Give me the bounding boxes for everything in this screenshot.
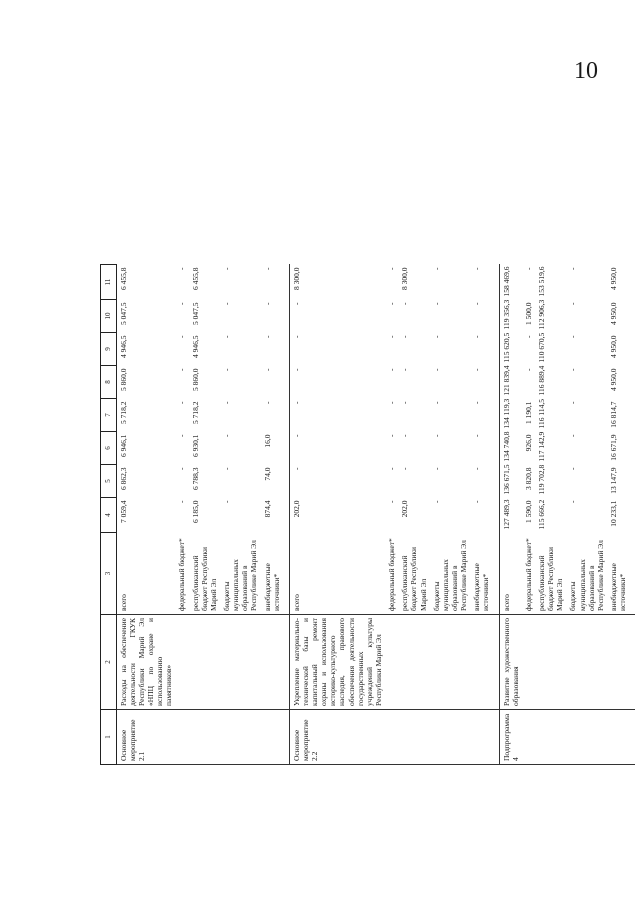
- table-row: [430, 265, 471, 765]
- item-name: [261, 615, 290, 710]
- column-number: 2: [101, 615, 117, 710]
- item-code: Подпрограмма 4: [499, 710, 522, 765]
- item-name: [220, 615, 261, 710]
- column-number: 3: [101, 533, 117, 615]
- value-col-7: -: [221, 401, 231, 404]
- column-number: 5: [101, 465, 117, 498]
- value-col-8: -: [568, 368, 578, 371]
- table-row: [289, 265, 385, 765]
- value-col-5: 136 671,5: [499, 465, 522, 498]
- value-col-11: 4 950,0: [609, 267, 618, 290]
- funding-source: всего: [499, 533, 522, 615]
- funding-source: федеральный бюджет*: [387, 538, 397, 611]
- table-row: [499, 265, 522, 765]
- table-row: [116, 265, 175, 765]
- value-col-8: -: [523, 368, 533, 371]
- value-col-10: -: [289, 300, 385, 333]
- value-col-7: -: [387, 401, 397, 404]
- funding-source: бюджеты муниципальных образований в Республике Марий Эл: [221, 540, 259, 611]
- value-col-9: -: [221, 335, 231, 338]
- value-col-5: -: [472, 467, 482, 470]
- value-col-10: 5 047,5: [190, 302, 200, 325]
- value-col-10: -: [221, 302, 231, 305]
- value-col-11: 153 519,6: [537, 266, 547, 297]
- column-number: 6: [101, 432, 117, 465]
- value-col-10: 5 047,5: [116, 300, 175, 333]
- value-col-8: 4 950,0: [609, 368, 618, 391]
- value-col-6: -: [221, 434, 231, 437]
- value-col-5: 13 147,9: [609, 467, 618, 494]
- value-col-8: -: [177, 368, 187, 371]
- value-col-8: -: [289, 366, 385, 399]
- column-number: 7: [101, 399, 117, 432]
- table-row: [220, 265, 261, 765]
- value-col-4: 7 059,4: [116, 498, 175, 533]
- value-col-8: 121 839,4: [499, 366, 522, 399]
- value-col-4: -: [472, 500, 482, 503]
- value-col-6: 926,0: [523, 434, 533, 452]
- value-col-10: -: [387, 302, 397, 305]
- item-name: [607, 615, 635, 710]
- table-row: [175, 265, 188, 765]
- value-col-7: 5 718,2: [116, 399, 175, 432]
- value-col-4: -: [177, 500, 187, 503]
- value-col-11: -: [431, 267, 441, 270]
- funding-source: всего: [289, 533, 385, 615]
- value-col-5: -: [400, 467, 410, 470]
- value-col-4: 874,4: [262, 500, 272, 518]
- value-col-5: -: [177, 467, 187, 470]
- table-row: [189, 265, 220, 765]
- value-col-10: 4 950,0: [609, 302, 618, 325]
- item-name: [175, 615, 188, 710]
- value-col-5: -: [568, 467, 578, 470]
- value-col-11: 8 300,0: [400, 267, 410, 290]
- value-col-7: 5 718,2: [190, 401, 200, 424]
- funding-source: внебюджетные источники*: [609, 563, 628, 611]
- column-number: 10: [101, 300, 117, 333]
- item-name: Расходы на обеспечение деятельности ГКУК Республики Марий Эл «НПЦ по охране и использованию памятников»: [116, 615, 175, 710]
- funding-source: республиканский бюджет Республики Марий Эл: [537, 546, 565, 611]
- value-col-10: -: [568, 302, 578, 305]
- table-row: [522, 265, 535, 765]
- value-col-6: 16 671,9: [609, 434, 618, 461]
- value-col-10: 112 906,3: [537, 299, 547, 330]
- value-col-9: 115 620,5: [499, 333, 522, 366]
- table-row: [470, 265, 499, 765]
- item-code: [535, 710, 566, 765]
- table-row: [607, 265, 635, 765]
- value-col-7: -: [568, 401, 578, 404]
- item-code: [398, 710, 429, 765]
- value-col-7: -: [289, 399, 385, 432]
- item-code: Основное мероприятие 2.1: [116, 710, 175, 765]
- value-col-9: -: [387, 335, 397, 338]
- value-col-5: 6 788,3: [190, 467, 200, 490]
- value-col-6: 16,0: [262, 434, 272, 448]
- column-number: 4: [101, 498, 117, 533]
- value-col-5: -: [221, 467, 231, 470]
- value-col-11: -: [472, 267, 482, 270]
- value-col-11: 8 300,0: [289, 265, 385, 300]
- item-code: [175, 710, 188, 765]
- value-col-7: 116 114,5: [537, 399, 547, 429]
- value-col-8: 5 860,0: [116, 366, 175, 399]
- value-col-5: 119 702,8: [537, 464, 547, 495]
- value-col-7: -: [400, 401, 410, 404]
- value-col-11: -: [568, 267, 578, 270]
- value-col-9: -: [568, 335, 578, 338]
- value-col-4: 1 590,0: [523, 500, 533, 523]
- value-col-8: 5 860,0: [190, 368, 200, 391]
- value-col-5: 6 862,3: [116, 465, 175, 498]
- funding-source: бюджеты муниципальных образований в Республике Марий Эл: [568, 540, 605, 611]
- funding-source: внебюджетные источники*: [262, 563, 281, 611]
- value-col-7: -: [431, 401, 441, 404]
- value-col-6: -: [568, 434, 578, 437]
- value-col-4: 202,0: [289, 498, 385, 533]
- item-name: [189, 615, 220, 710]
- item-code: [430, 710, 471, 765]
- item-code: [261, 710, 290, 765]
- item-code: [607, 710, 635, 765]
- value-col-6: -: [400, 434, 410, 437]
- value-col-10: 119 356,3: [499, 300, 522, 333]
- value-col-6: -: [431, 434, 441, 437]
- value-col-4: 10 233,1: [609, 500, 618, 527]
- value-col-7: 1 190,1: [523, 401, 533, 424]
- header-row: [101, 265, 117, 765]
- value-col-4: 115 666,2: [537, 499, 547, 530]
- value-col-7: 16 814,7: [609, 401, 618, 428]
- value-col-10: -: [400, 302, 410, 305]
- value-col-9: 4 946,5: [190, 335, 200, 358]
- funding-source: бюджеты муниципальных образований в Республике Марий Эл: [431, 540, 469, 611]
- table-row: [398, 265, 429, 765]
- value-col-6: -: [387, 434, 397, 437]
- value-col-6: -: [289, 432, 385, 465]
- funding-source: федеральный бюджет*: [177, 538, 187, 611]
- item-code: Основное мероприятие 2.2: [289, 710, 385, 765]
- value-col-8: -: [472, 368, 482, 371]
- value-col-10: -: [262, 302, 272, 305]
- value-col-9: -: [262, 335, 272, 338]
- value-col-7: -: [177, 401, 187, 404]
- table-row: [385, 265, 398, 765]
- table-row: [261, 265, 290, 765]
- column-number: 9: [101, 333, 117, 366]
- item-name: Развитие художественного образования: [499, 615, 522, 710]
- value-col-6: -: [472, 434, 482, 437]
- item-name: [535, 615, 566, 710]
- value-col-8: -: [221, 368, 231, 371]
- item-code: [189, 710, 220, 765]
- value-col-11: -: [177, 267, 187, 270]
- value-col-4: 202,0: [400, 500, 410, 518]
- item-name: [470, 615, 499, 710]
- funding-source: республиканский бюджет Республики Марий Эл: [400, 546, 428, 611]
- value-col-6: 6 930,1: [190, 434, 200, 457]
- value-col-9: 110 670,5: [537, 332, 547, 363]
- funding-source: внебюджетные источники*: [472, 563, 491, 611]
- value-col-10: -: [431, 302, 441, 305]
- value-col-8: 116 889,4: [537, 365, 547, 396]
- value-col-10: -: [472, 302, 482, 305]
- table-row: [535, 265, 566, 765]
- value-col-9: 4 950,0: [609, 335, 618, 358]
- value-col-4: 6 185,0: [190, 500, 200, 523]
- value-col-5: -: [387, 467, 397, 470]
- value-col-11: -: [262, 267, 272, 270]
- value-col-6: 6 946,1: [116, 432, 175, 465]
- value-col-5: -: [431, 467, 441, 470]
- value-col-9: -: [431, 335, 441, 338]
- value-col-11: -: [523, 267, 533, 270]
- value-col-4: 127 489,3: [499, 498, 522, 533]
- item-name: [430, 615, 471, 710]
- value-col-9: -: [472, 335, 482, 338]
- item-code: [385, 710, 398, 765]
- column-number: 8: [101, 366, 117, 399]
- value-col-5: 74,0: [262, 467, 272, 481]
- value-col-8: -: [400, 368, 410, 371]
- value-col-4: -: [387, 500, 397, 503]
- value-col-4: -: [431, 500, 441, 503]
- value-col-7: -: [262, 401, 272, 404]
- funding-source: всего: [116, 533, 175, 615]
- value-col-9: -: [400, 335, 410, 338]
- value-col-4: -: [221, 500, 231, 503]
- value-col-10: 1 500,0: [523, 302, 533, 325]
- value-col-8: -: [387, 368, 397, 371]
- value-col-9: -: [289, 333, 385, 366]
- item-name: [566, 615, 607, 710]
- page-number: 10: [574, 58, 598, 84]
- value-col-9: -: [177, 335, 187, 338]
- value-col-10: -: [177, 302, 187, 305]
- table-body: [116, 265, 635, 765]
- value-col-8: -: [431, 368, 441, 371]
- value-col-11: -: [221, 267, 231, 270]
- value-col-11: 158 469,6: [499, 265, 522, 300]
- funding-source: федеральный бюджет*: [523, 538, 533, 611]
- value-col-5: -: [289, 465, 385, 498]
- value-col-6: 117 142,9: [537, 431, 547, 462]
- item-name: [522, 615, 535, 710]
- item-name: [398, 615, 429, 710]
- value-col-7: 134 119,3: [499, 399, 522, 432]
- item-name: Укрепление материально-технической базы и капитальный ремонт охраны и использования историко-культурного наследия, правового обеспечения деятельности государственных учреждений культуры Республики Марий Эл: [289, 615, 385, 710]
- value-col-11: -: [387, 267, 397, 270]
- column-number: 11: [101, 265, 117, 300]
- value-col-11: 6 455,8: [190, 267, 200, 290]
- value-col-11: 6 455,8: [116, 265, 175, 300]
- budget-table: [100, 264, 635, 765]
- item-code: [566, 710, 607, 765]
- table-row: [566, 265, 607, 765]
- column-number: 1: [101, 710, 117, 765]
- item-code: [220, 710, 261, 765]
- value-col-5: 3 820,8: [523, 467, 533, 490]
- value-col-8: -: [262, 368, 272, 371]
- value-col-7: -: [472, 401, 482, 404]
- value-col-9: 4 946,5: [116, 333, 175, 366]
- value-col-6: -: [177, 434, 187, 437]
- item-code: [470, 710, 499, 765]
- funding-source: республиканский бюджет Республики Марий Эл: [190, 546, 218, 611]
- value-col-9: -: [523, 335, 533, 338]
- value-col-4: -: [568, 500, 578, 503]
- item-name: [385, 615, 398, 710]
- value-col-6: 134 740,8: [499, 432, 522, 465]
- item-code: [522, 710, 535, 765]
